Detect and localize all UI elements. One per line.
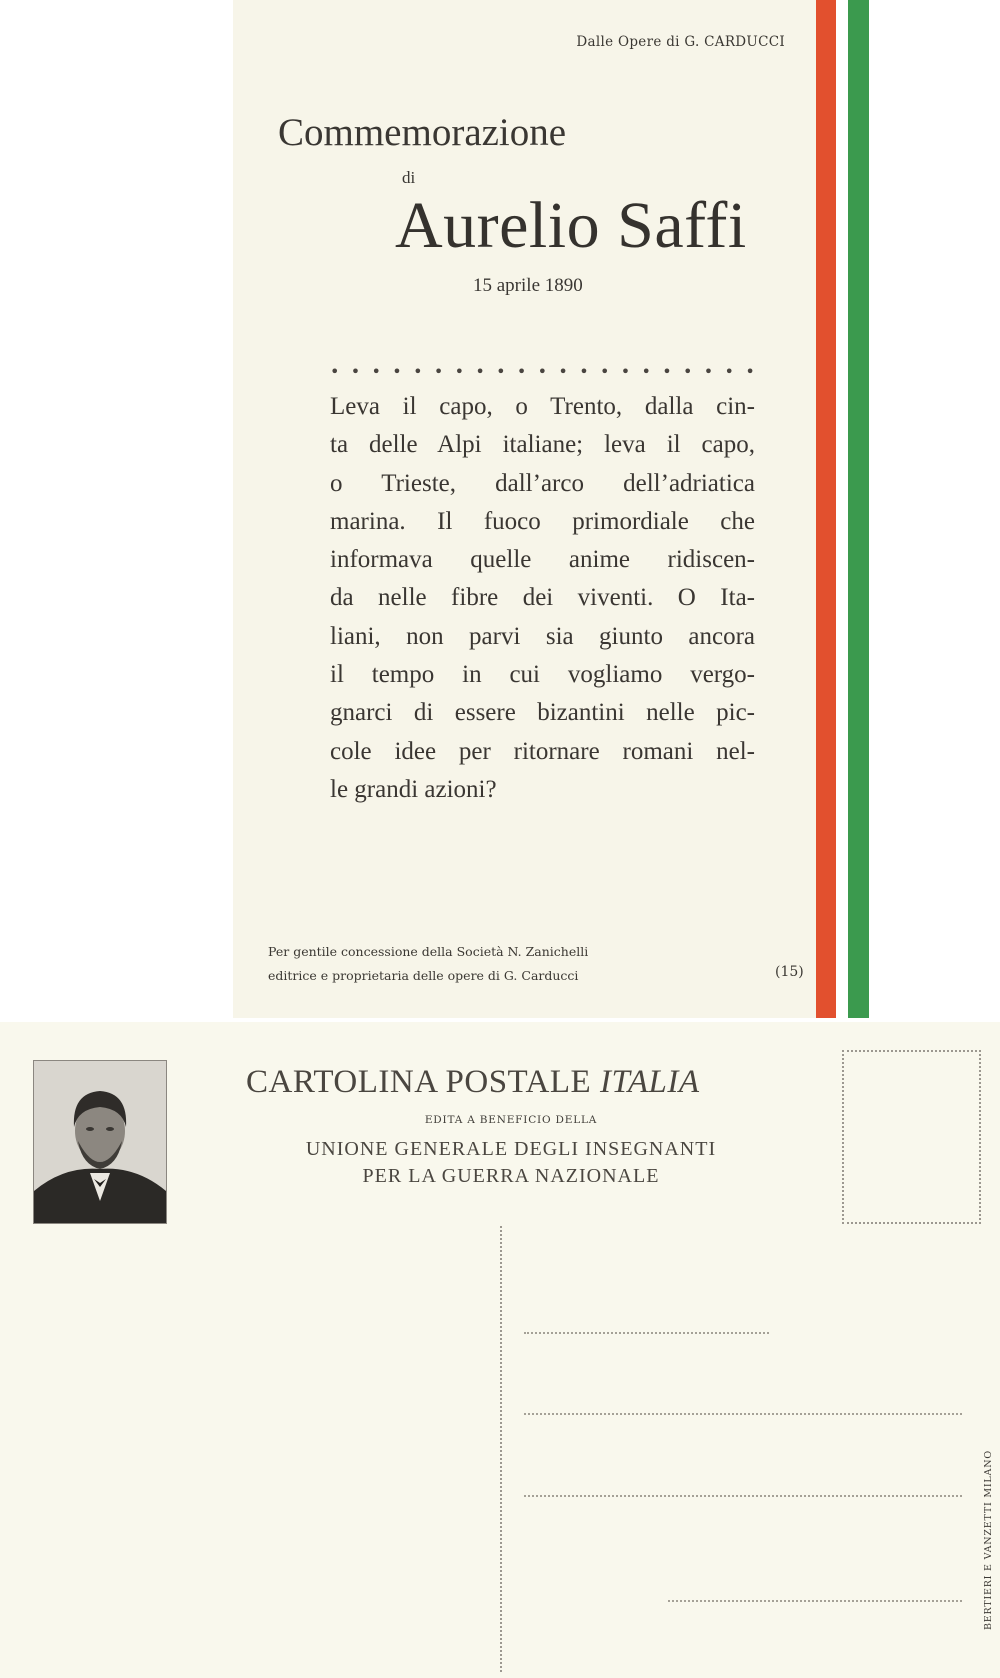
printer-imprint: BERTIERI E VANZETTI MILANO — [983, 1450, 994, 1630]
ellipsis-dots: • • • • • • • • • • • • • • • • • • • • • — [330, 362, 755, 381]
flag-stripe-green — [848, 0, 869, 1018]
credit-line: Per gentile concessione della Società N. Zanichelli — [268, 944, 589, 959]
title-commemorazione: Commemorazione — [278, 111, 567, 154]
address-line — [668, 1600, 962, 1602]
quote-text — [330, 388, 755, 809]
credit — [268, 940, 588, 988]
quote-line: il tempo in cui vogliamo vergo- — [330, 661, 755, 689]
title-name: Aurelio Saffi — [395, 189, 747, 262]
quote-line: Leva il capo, o Trento, dalla cin- — [330, 393, 755, 420]
quote-line: da nelle fibre dei viventi. O Ita- — [330, 584, 755, 612]
address-line — [524, 1332, 769, 1334]
postcard-heading — [246, 1064, 700, 1101]
address-line — [524, 1495, 962, 1497]
quote-line: marina. Il fuoco primordiale che — [330, 507, 755, 535]
quote-line: informava quelle anime ridiscen- — [330, 546, 755, 574]
credit-line: editrice e proprietaria delle opere di G. Carducci — [268, 968, 579, 983]
union-line-2: PER LA GUERRA NAZIONALE — [362, 1165, 660, 1187]
quote-line: liani, non parvi sia giunto ancora — [330, 622, 755, 650]
address-line — [524, 1413, 962, 1415]
title-di: di — [402, 168, 416, 187]
date: 15 aprile 1890 — [473, 275, 583, 296]
heading-main: CARTOLINA POSTALE — [246, 1064, 600, 1100]
quote-line: ta delle Alpi italiane; leva il capo, — [330, 431, 755, 459]
quote-line: gnarci di essere bizantini nelle pic- — [330, 699, 755, 727]
quote-line: cole idee per ritornare romani nel- — [330, 737, 755, 765]
center-divider — [500, 1226, 502, 1672]
union-line-1: UNIONE GENERALE DEGLI INSEGNANTI — [305, 1138, 717, 1160]
quote-line: le grandi azioni? — [330, 775, 497, 803]
card-number: (15) — [775, 964, 804, 980]
stamp-box — [842, 1050, 981, 1224]
quote-line: o Trieste, dall’arco dell’adriatica — [330, 469, 755, 497]
edita-line: EDITA A BENEFICIO DELLA — [424, 1114, 598, 1126]
heading-italia: ITALIA — [599, 1064, 700, 1100]
attribution: Dalle Opere di G. CARDUCCI — [576, 34, 785, 50]
flag-stripe-red — [816, 0, 836, 1018]
